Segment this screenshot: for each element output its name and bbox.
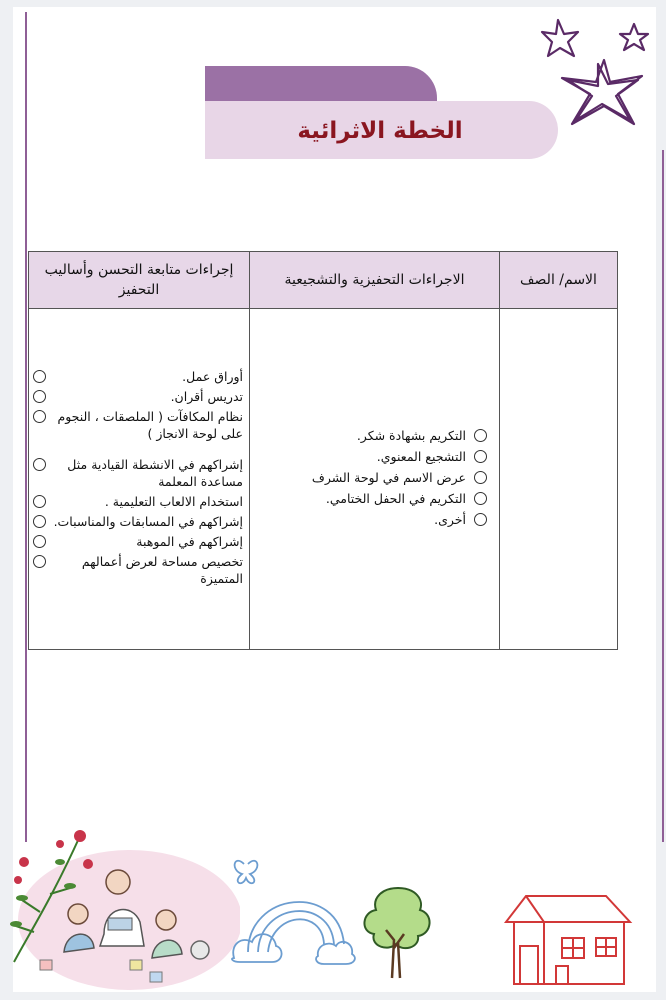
- radio-circle-icon[interactable]: [33, 410, 46, 423]
- radio-circle-icon[interactable]: [474, 471, 487, 484]
- list-item: إشراكهم في الموهبة: [29, 533, 243, 550]
- list-item: أوراق عمل.: [29, 368, 243, 385]
- radio-circle-icon[interactable]: [33, 535, 46, 548]
- table-row: [29, 309, 618, 650]
- radio-circle-icon[interactable]: [33, 458, 46, 471]
- right-border-line: [662, 150, 664, 842]
- header-motivational: الاجراءات التحفيزية والتشجيعية: [250, 252, 500, 309]
- list-item: إشراكهم في الانشطة القيادية مثل مساعدة المعلمة: [29, 456, 243, 490]
- list-item: تدريس أقران.: [29, 388, 243, 405]
- motivational-cell: [250, 309, 500, 650]
- radio-circle-icon[interactable]: [33, 515, 46, 528]
- list-item: التكريم في الحفل الختامي.: [250, 490, 487, 507]
- left-border-line: [25, 12, 27, 842]
- enrichment-plan-table: [28, 251, 618, 650]
- radio-circle-icon[interactable]: [33, 555, 46, 568]
- list-item: إشراكهم في المسابقات والمناسبات.: [29, 513, 243, 530]
- header-name-class: الاسم/ الصف: [500, 252, 618, 309]
- list-item: نظام المكافآت ( الملصقات ، النجوم على لوحة الانجاز ): [29, 408, 243, 442]
- radio-circle-icon[interactable]: [33, 370, 46, 383]
- reading-family-illustration: [0, 822, 240, 992]
- radio-circle-icon[interactable]: [474, 429, 487, 442]
- rainbow-butterfly-illustration: [228, 852, 358, 970]
- list-item: استخدام الالعاب التعليمية .: [29, 493, 243, 510]
- radio-circle-icon[interactable]: [474, 513, 487, 526]
- list-item: التشجيع المعنوي.: [250, 448, 487, 465]
- follow-up-options: [29, 368, 243, 587]
- name-class-cell[interactable]: [500, 309, 618, 650]
- table-header-row: [29, 252, 618, 309]
- radio-circle-icon[interactable]: [474, 450, 487, 463]
- radio-circle-icon[interactable]: [474, 492, 487, 505]
- motivational-options: [250, 427, 487, 528]
- list-item: تخصيص مساحة لعرض أعمالهم المتميزة: [29, 553, 243, 587]
- house-illustration: [496, 888, 646, 988]
- list-item: التكريم بشهادة شكر.: [250, 427, 487, 444]
- list-item: عرض الاسم في لوحة الشرف: [250, 469, 487, 486]
- header-follow-up: إجراءات متابعة التحسن وأساليب التحفيز: [29, 252, 250, 309]
- radio-circle-icon[interactable]: [33, 390, 46, 403]
- radio-circle-icon[interactable]: [33, 495, 46, 508]
- follow-up-cell: [29, 309, 250, 650]
- page-title: الخطة الاثرائية: [297, 118, 463, 144]
- tree-illustration: [358, 882, 438, 982]
- list-item: أخرى.: [250, 511, 487, 528]
